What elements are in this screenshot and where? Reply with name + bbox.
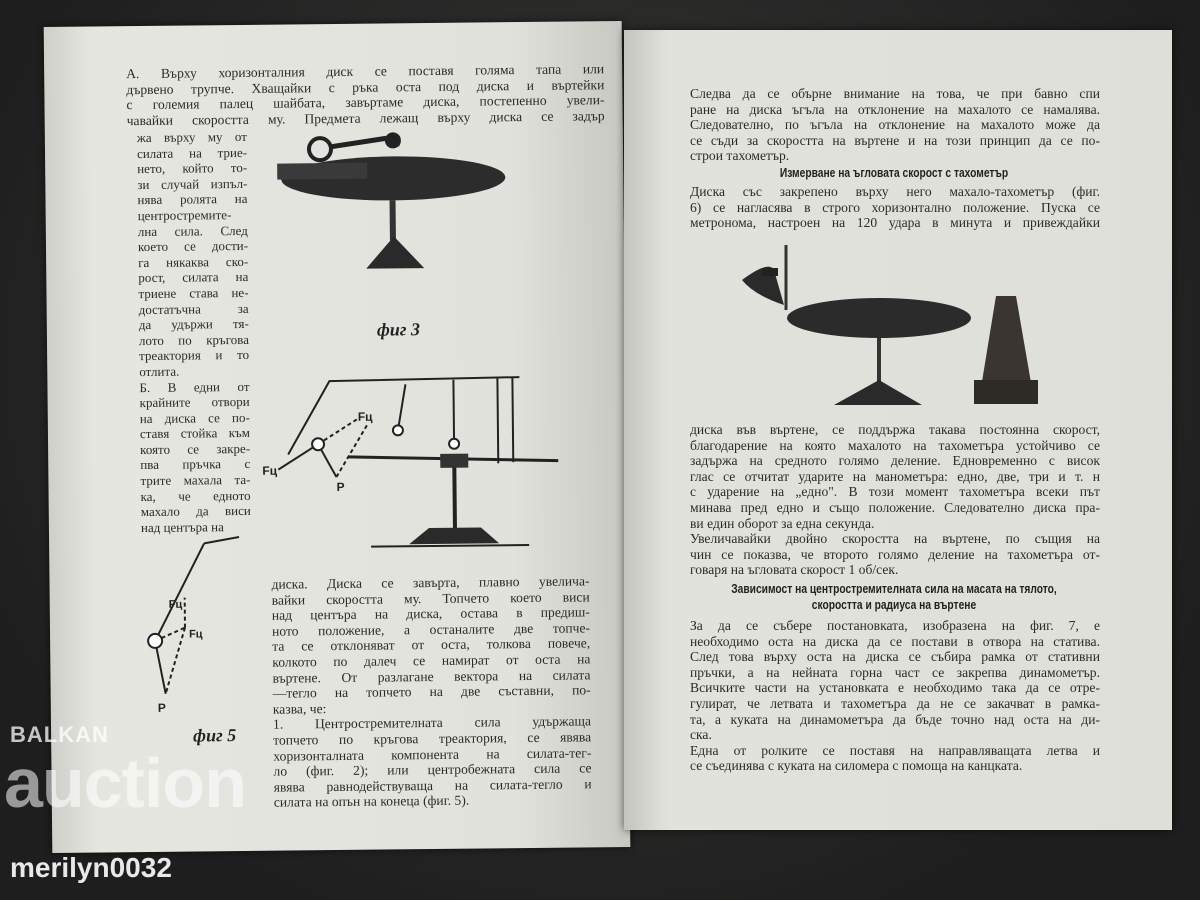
figure-3-disk-illustration	[265, 117, 527, 290]
text-line: благодарение на която махалото на тахометъра устойчиво се	[690, 437, 1100, 453]
text-line: та се отклоняват от оста, толкова повече,	[272, 635, 591, 655]
section-heading-dependence-line1: Зависимост на центростремителната сила на масата на тялото,	[731, 582, 1057, 596]
text-line: та, а куката на динамометъра да бъде точно над оста на ди-	[690, 711, 1100, 727]
text-line: Следователно, по ъгъла на отклонение на махалото може да	[690, 117, 1100, 133]
text-line: трите махала та-	[140, 471, 251, 489]
fig5-force-label-a: Fц	[168, 598, 183, 611]
text-line: 1. Центростремителната сила удържаща	[272, 713, 592, 733]
text-line: отлита.	[139, 363, 180, 379]
text-line: ви един оборот за една секунда.	[690, 515, 875, 531]
text-line: рост, силата на	[138, 269, 249, 286]
text-line: лото по кръгова	[138, 331, 250, 348]
text-line: нето, който то-	[137, 160, 248, 177]
text-line: с големия палец шайбата, завъртаме диска, постепенно увели-	[126, 92, 605, 113]
text-line: се съединява с куката на силомера с помоща на канцката.	[690, 758, 1023, 774]
text-line: минава пред едно и също положение. Следователно диска пра-	[690, 499, 1100, 515]
text-line: задържа на средното голямо деление. Едновременно с висок	[690, 453, 1100, 469]
text-line: нява ролята на	[137, 191, 248, 208]
text-line: говаря на ъгловата скорост 1 об/сек.	[690, 562, 899, 578]
bottom-paragraph	[271, 573, 591, 810]
text-line: което се дости-	[137, 238, 249, 255]
paragraph-3	[690, 422, 1100, 578]
text-line: чин се показва, че второто голямо деление на тахометъра от-	[690, 546, 1100, 562]
text-line: А. Върху хоризонталния диск се поставя голяма тапа или	[126, 61, 605, 82]
text-line: достатъчна за	[138, 300, 249, 317]
text-line: За да се събере постановката, изобразена на фиг. 7, е	[690, 618, 1100, 633]
text-line: Увеличавайки двойно скоростта на въртене, по същия на	[690, 531, 1100, 547]
text-line: над центъра на	[140, 519, 224, 535]
figure-5-pendulum-diagram	[124, 535, 246, 716]
text-line: пръчки, а на нейната горна част се закрепва динамометър.	[690, 664, 1100, 680]
text-line: въртене. От разлагане вектора на силата	[272, 666, 591, 686]
text-line: центростремите-	[137, 207, 232, 224]
paragraph-4	[690, 618, 1100, 774]
text-line: чавайки скоростта му. Предмета лежащ върху диска се задър	[126, 107, 605, 128]
text-line: топчето по кръгова треактория, се явява	[273, 729, 592, 748]
text-line: махало да виси	[140, 503, 251, 520]
text-line: хоризонталната компонента на силата-тег-	[273, 744, 592, 764]
paragraph-1	[690, 86, 1100, 164]
text-line: явява равнодействуваща на силата-тегло и	[273, 776, 592, 795]
text-line: над центъра на диска, остава в предиш-	[271, 604, 590, 623]
fig2-force-label-b: Fц	[262, 463, 278, 478]
text-line: След това върху оста на диска се събира рамка от стативни	[690, 649, 1100, 665]
section-heading-tachometer: Измерване на ъгловата скорост с тахометър	[779, 166, 1009, 180]
text-line: глас се отчитат ударите на манометъра: едно, две, три и т. н	[690, 468, 1100, 484]
text-line: крайните отвори	[139, 394, 250, 411]
text-line: дървено трупче. Хващайки с ръка оста под диска и въртейки	[126, 76, 605, 97]
right-page	[624, 30, 1172, 830]
text-line: 6) се нагласява в строго хоризонтално положение. Пуска се	[690, 199, 1100, 215]
text-line: силата на трие-	[136, 144, 248, 161]
text-line: гулират, че летвата и тахометъра да не се закачват в рамка-	[690, 695, 1100, 711]
text-line: Б. В едни от	[139, 378, 250, 395]
text-line: вайки скоростта му. Топчето което виси	[271, 588, 590, 608]
text-line: ставя стойка към	[139, 425, 251, 442]
text-line: която се закре-	[140, 440, 251, 457]
figure-2-pendulum-diagram	[257, 367, 569, 560]
text-line: Диска със закрепено върху него махало-тахометър (фиг.	[690, 184, 1100, 199]
text-line: пва пръчка с	[140, 456, 251, 473]
text-line: на диска се по-	[139, 409, 250, 426]
figure-6-tachometer-metronome-photo	[734, 240, 1104, 415]
narrow-column-text	[137, 129, 251, 536]
text-line: диска във въртене, се поддържа такава постоянна скорост,	[690, 422, 1100, 437]
text-line: ска.	[690, 727, 712, 743]
text-line: диска. Диска се завърта, плавно увеличa-	[271, 573, 590, 592]
text-line: лна сила. След	[137, 222, 248, 239]
fig5-weight-label: P	[157, 700, 166, 715]
text-line: зи случай изпъл-	[137, 175, 248, 192]
text-line: га някаква ско-	[138, 253, 249, 270]
text-line: триене става не-	[138, 284, 249, 302]
fig2-weight-label: P	[336, 479, 345, 495]
text-line: —тегло на топчето на две съставни, по-	[272, 682, 591, 701]
text-line: ране на диска ъгъла на отклонение на махалото се намалява.	[690, 101, 1100, 117]
text-line: да удържи тя-	[138, 316, 249, 333]
text-line: жа върху му от	[136, 128, 247, 146]
fig5-force-label-b: Fц	[188, 628, 203, 641]
section-heading-dependence-line2: скоростта и радиуса на въртене	[811, 598, 977, 612]
figure-3-caption: фиг 3	[376, 319, 421, 340]
watermark-brand-small: BALKAN	[10, 722, 109, 747]
paragraph-2	[690, 184, 1100, 231]
text-line: необходимо оста на диска да се постави в отвора на статива.	[690, 633, 1100, 649]
text-line: колкото по далеч се намират от оста на	[272, 651, 591, 670]
fig2-force-label-a: Fц	[357, 409, 373, 424]
figure-5-caption: фиг 5	[193, 725, 237, 746]
text-line: Една от ролките се поставя на направляващата летва и	[690, 742, 1100, 758]
text-line: треактория и то	[139, 347, 250, 364]
watermark-username: merilyn0032	[10, 852, 172, 883]
text-line: метронома, настроен на 120 удара в минута и привеждайки	[690, 215, 1100, 231]
text-line: Всичките части на установката е необходимо така да се отре-	[690, 680, 1100, 696]
text-line: ното положение, а останалите две топче-	[271, 620, 591, 639]
text-line: силата на опън на конеца (фиг. 5).	[273, 792, 470, 810]
text-line: ло (фиг. 2); или центробежната сила се	[273, 760, 592, 779]
watermark-brand-big: auction	[4, 744, 246, 822]
text-line: строи тахометър.	[690, 148, 790, 164]
left-page	[44, 21, 631, 853]
text-line: с ударение на „едно". В този момент тахометъра всеки път	[690, 484, 1100, 500]
text-line: ка, че едното	[140, 487, 251, 504]
text-line: казва, че:	[272, 700, 327, 717]
text-line: Следва да се обърне внимание на това, че при бавно спи	[690, 86, 1100, 101]
text-line: се съди за скоростта на въртене и на този принцип да се по-	[690, 132, 1100, 148]
